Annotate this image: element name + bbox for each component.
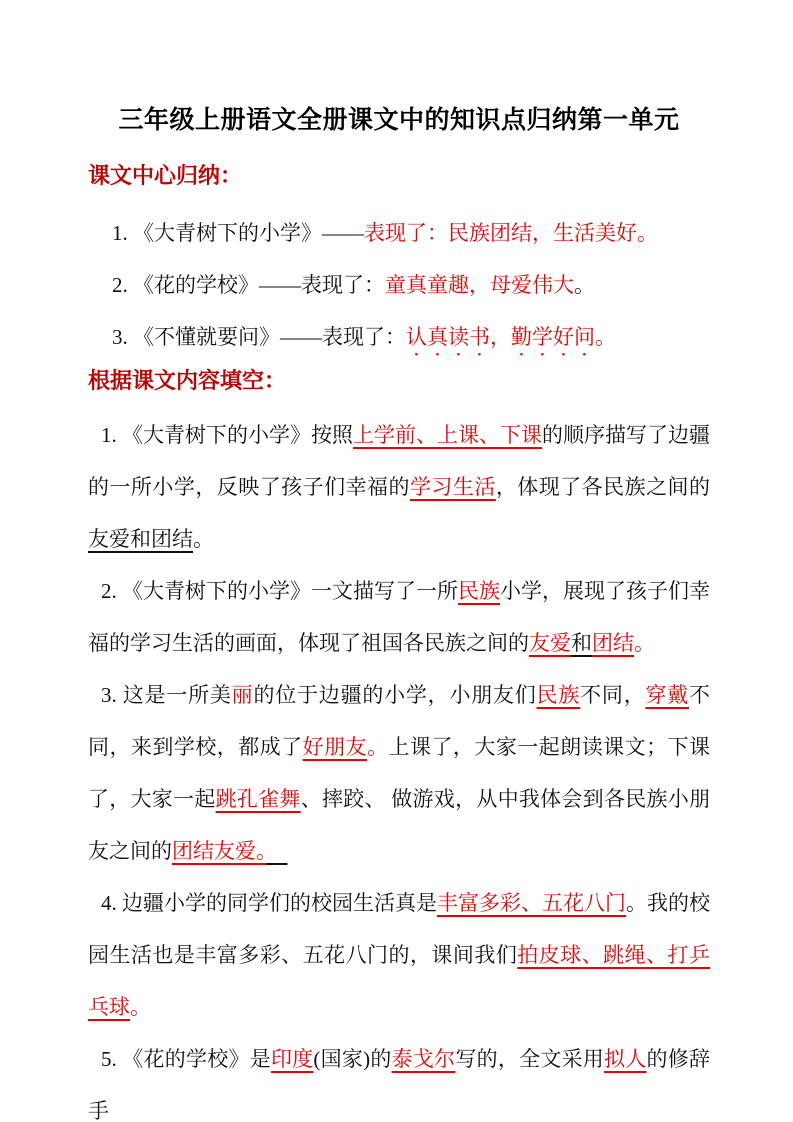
text-run-red-underline: 学习生活 bbox=[409, 475, 496, 499]
text-run-black: 3. 《不懂就要问》——表现了： bbox=[112, 325, 406, 349]
text-run-black-underline bbox=[267, 839, 288, 863]
text-run-black: 4. 边疆小学的同学们的校园生活真是 bbox=[101, 891, 437, 915]
text-run-black: 不同，来到学校，都成了 bbox=[88, 683, 711, 759]
text-run-red-underline: 团结 bbox=[592, 631, 634, 655]
text-run-black: 不同， bbox=[580, 683, 646, 707]
text-run-black-underline: 友爱和团结 bbox=[88, 527, 193, 551]
paragraph bbox=[88, 669, 710, 877]
text-run-black: 的顺序描写了边疆的一所小学，反映了孩子们幸福的 bbox=[88, 423, 710, 499]
paragraph bbox=[88, 565, 710, 669]
text-run-red: 童真童趣，母爱伟大 bbox=[385, 273, 574, 297]
text-run-red-underline: 丰富多彩、五花八门 bbox=[437, 891, 626, 915]
text-run-black: 。 bbox=[193, 527, 214, 551]
text-run-black-underline: 和 bbox=[571, 631, 592, 655]
paragraph bbox=[88, 877, 710, 1033]
text-run-red-underline: 民族 bbox=[536, 683, 581, 707]
document-title: 三年级上册语文全册课文中的知识点归纳第一单元 bbox=[118, 106, 680, 134]
text-run-black: 小学，展现了孩子们幸福的学习生活的画面，体现了祖国各民族之间的 bbox=[88, 579, 710, 655]
text-run-black: 2. 《花的学校》——表现了： bbox=[112, 273, 385, 297]
text-run-red: 。 bbox=[130, 995, 151, 1019]
text-run-red-underline: 好朋友 bbox=[302, 735, 368, 759]
text-run-black: 1. 《大青树下的小学》按照 bbox=[101, 423, 353, 447]
text-run-red-underline: 拍皮球、跳绳、打乒乓球 bbox=[88, 943, 711, 1019]
section-lesson-summary bbox=[88, 161, 710, 363]
text-run-black: 1. 《大青树下的小学》—— bbox=[112, 221, 364, 245]
text-run-red: 丽 bbox=[231, 683, 254, 707]
text-run-red-underline: 泰戈尔 bbox=[391, 1047, 456, 1071]
text-run-black: 。 bbox=[574, 273, 595, 297]
text-run-red: 。 bbox=[367, 735, 389, 759]
paragraph bbox=[88, 1033, 710, 1122]
text-run-red-underline: 拟人 bbox=[604, 1047, 647, 1071]
paragraph bbox=[88, 207, 710, 259]
fill-in-paragraphs bbox=[88, 409, 710, 1122]
section-heading-summary: 课文中心归纳： bbox=[88, 163, 243, 188]
paragraph bbox=[88, 311, 710, 363]
text-run-black: 2. 《大青树下的小学》一文描写了一所 bbox=[101, 579, 458, 603]
section-heading-fill: 根据课文内容填空： bbox=[88, 368, 287, 393]
text-run-red: 。 bbox=[634, 631, 655, 655]
text-run-black: 上课了，大家一起朗读课文；下课了，大家一起 bbox=[88, 735, 711, 811]
paragraph bbox=[88, 409, 710, 565]
section-fill-in-blanks bbox=[88, 366, 710, 1122]
text-run-red-underline: 友爱 bbox=[529, 631, 571, 655]
text-run-black: ，体现了各民族之间的 bbox=[495, 475, 711, 499]
text-run-black: 的位于边疆的小学，小朋友们 bbox=[253, 683, 537, 707]
text-run-red: 表现了：民族团结，生活美好。 bbox=[364, 221, 658, 245]
text-run-red-underline: 民族 bbox=[458, 579, 500, 603]
text-run-black: 3. 这是一所美 bbox=[101, 683, 232, 707]
text-run-red-underline: 上学前、上课、下课 bbox=[353, 423, 542, 447]
text-run-black: 写的，全文采用 bbox=[455, 1047, 605, 1071]
text-run-red-dots: 认真读书，勤学好问。 bbox=[406, 325, 616, 349]
text-run-red-underline: 跳孔雀舞 bbox=[215, 787, 301, 811]
text-run-black: 、摔跤、 做游戏，从中我体会到各民族小朋友之间的 bbox=[88, 787, 711, 863]
text-run-black: 的修辞手 bbox=[88, 1047, 711, 1122]
text-run-black: 。我的校园生活也是丰富多彩、五花八门的，课间我们 bbox=[88, 891, 710, 967]
text-run-black: 5. 《花的学校》是 bbox=[101, 1047, 271, 1071]
text-run-red-underline: 印度 bbox=[270, 1047, 314, 1071]
text-run-red-underline: 穿戴 bbox=[645, 683, 690, 707]
summary-items bbox=[88, 207, 710, 363]
text-run-red-underline: 团结友爱。 bbox=[172, 839, 267, 863]
paragraph bbox=[88, 259, 710, 311]
text-run-black: (国家)的 bbox=[313, 1047, 392, 1071]
